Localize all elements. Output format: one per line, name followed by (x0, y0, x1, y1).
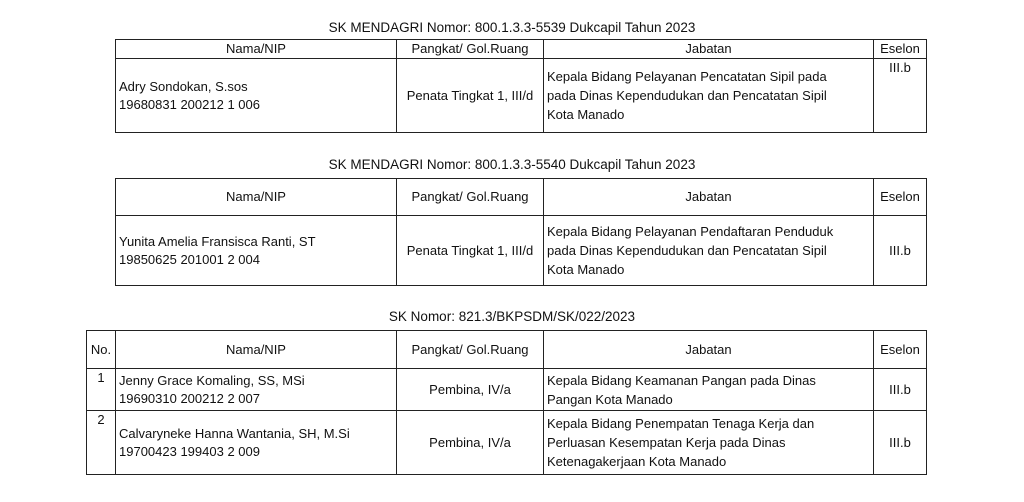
nama-nip-cell (116, 59, 397, 133)
table-header-row (116, 179, 927, 216)
sk-title-2: SK MENDAGRI Nomor: 800.1.3.3-5540 Dukcapil Tahun 2023 (328, 157, 696, 172)
table-row (116, 59, 927, 133)
jabatan-line: Kepala Bidang Pelayanan Pendaftaran Penduduk (547, 224, 834, 239)
jabatan-line: Pangan Kota Manado (547, 391, 673, 407)
header-eselon: Eselon (874, 331, 927, 369)
pangkat-cell: Pembina, IV/a (397, 411, 544, 475)
jabatan-line: Kota Manado (547, 262, 625, 277)
header-nama: Nama/NIP (116, 40, 397, 59)
nip: 19690310 200212 2 007 (119, 390, 260, 406)
nip: 19850625 201001 2 004 (119, 251, 260, 267)
jabatan-line: Kepala Bidang Pelayanan Pencatatan Sipil pada (547, 69, 827, 84)
eselon-cell: III.b (874, 411, 927, 475)
jabatan-line: pada Dinas Kependudukan dan Pencatatan Sipil (547, 88, 827, 103)
nama: Adry Sondokan, S.sos (119, 78, 248, 94)
jabatan-line: pada Dinas Kependudukan dan Pencatatan Sipil (547, 243, 827, 258)
nama: Jenny Grace Komaling, SS, MSi (119, 372, 305, 388)
jabatan-cell (544, 59, 874, 133)
eselon-cell: III.b (874, 59, 927, 133)
pangkat-cell: Pembina, IV/a (397, 369, 544, 411)
header-pangkat: Pangkat/ Gol.Ruang (397, 331, 544, 369)
nama-nip-cell (116, 216, 397, 286)
pejabat-table-3 (86, 330, 927, 475)
sk-title-3: SK Nomor: 821.3/BKPSDM/SK/022/2023 (388, 309, 636, 324)
jabatan-line: Kota Manado (547, 107, 625, 122)
jabatan-cell (544, 369, 874, 411)
nama: Calvaryneke Hanna Wantania, SH, M.Si (119, 425, 350, 441)
nama: Yunita Amelia Fransisca Ranti, ST (119, 233, 316, 249)
header-pangkat: Pangkat/ Gol.Ruang (397, 179, 544, 216)
table-header-row (87, 331, 927, 369)
pejabat-table-1 (115, 39, 927, 133)
header-eselon: Eselon (874, 40, 927, 59)
nip: 19700423 199403 2 009 (119, 443, 260, 459)
no-cell: 1 (87, 369, 116, 411)
header-nama: Nama/NIP (116, 331, 397, 369)
table-row (87, 369, 927, 411)
nip: 19680831 200212 1 006 (119, 96, 260, 112)
header-pangkat: Pangkat/ Gol.Ruang (397, 40, 544, 59)
table-header-row (116, 40, 927, 59)
jabatan-cell (544, 216, 874, 286)
header-jabatan: Jabatan (544, 40, 874, 59)
pangkat-cell: Penata Tingkat 1, III/d (397, 59, 544, 133)
jabatan-line: Kepala Bidang Keamanan Pangan pada Dinas (547, 372, 816, 388)
jabatan-cell (544, 411, 874, 475)
header-jabatan: Jabatan (544, 179, 874, 216)
jabatan-line: Kepala Bidang Penempatan Tenaga Kerja dan (547, 416, 815, 431)
eselon-cell: III.b (874, 216, 927, 286)
pangkat-cell: Penata Tingkat 1, III/d (397, 216, 544, 286)
header-jabatan: Jabatan (544, 331, 874, 369)
header-eselon: Eselon (874, 179, 927, 216)
nama-nip-cell (116, 411, 397, 475)
table-row (116, 216, 927, 286)
header-no: No. (87, 331, 116, 369)
pejabat-table-2 (115, 178, 927, 286)
nama-nip-cell (116, 369, 397, 411)
table-row (87, 411, 927, 475)
jabatan-line: Ketenagakerjaan Kota Manado (547, 454, 727, 469)
no-cell: 2 (87, 411, 116, 475)
header-nama: Nama/NIP (116, 179, 397, 216)
eselon-cell: III.b (874, 369, 927, 411)
sk-title-1: SK MENDAGRI Nomor: 800.1.3.3-5539 Dukcapil Tahun 2023 (328, 20, 696, 35)
jabatan-line: Perluasan Kesempatan Kerja pada Dinas (547, 435, 786, 450)
